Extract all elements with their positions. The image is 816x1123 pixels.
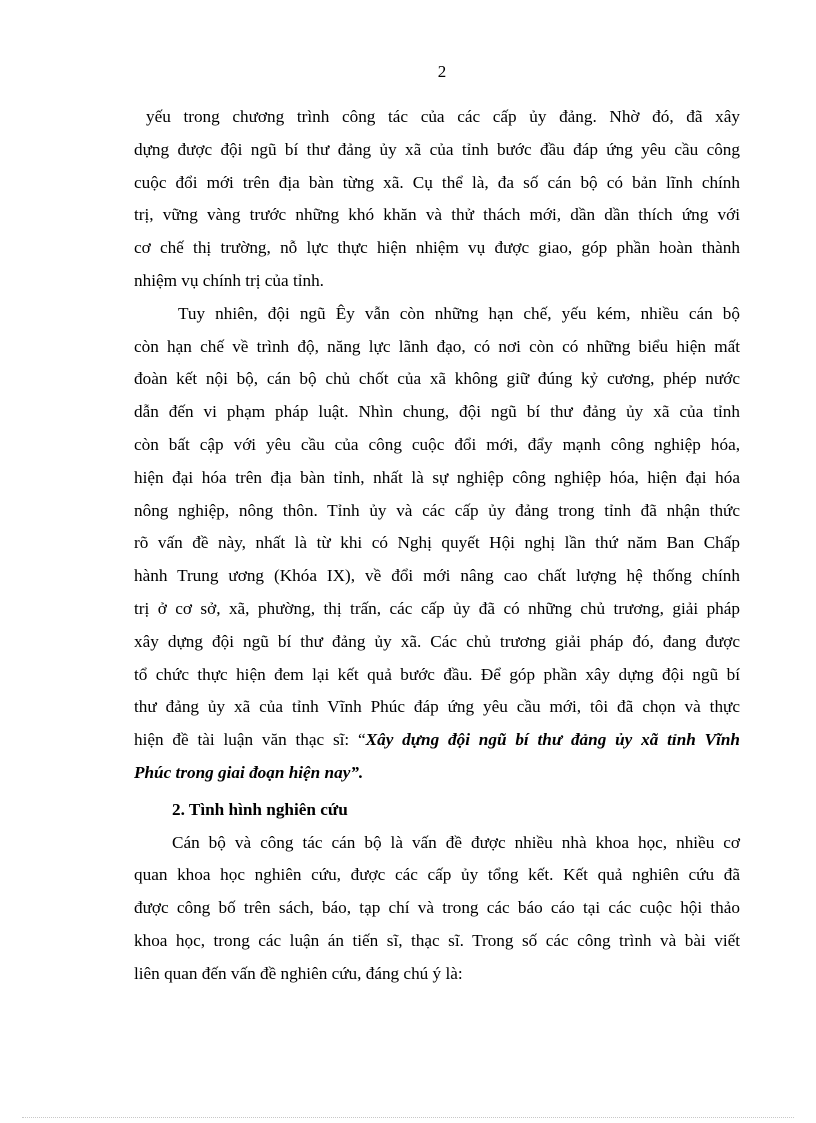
- paragraph-1: [134, 101, 740, 298]
- text-line: [134, 724, 740, 757]
- text-line: tổ chức thực hiện đem lại kết quả bước đầu. Để góp phần xây dựng đội ngũ bí: [134, 664, 740, 684]
- thesis-title-part-2: Phúc trong giai đoạn hiện nay”.: [134, 762, 364, 782]
- thesis-title-part-1: Xây dựng đội ngũ bí thư đảng ủy xã tỉnh Vĩnh: [365, 730, 740, 750]
- paragraph-2: [134, 298, 740, 790]
- text-line: Tuy nhiên, đội ngũ Êy vẫn còn những hạn chế, yếu kém, nhiều cán bộ: [178, 303, 740, 323]
- text-line: còn hạn chế về trình độ, năng lực lãnh đạo, có nơi còn có những biểu hiện mất: [134, 336, 740, 356]
- thesis-intro-text: hiện đề tài luận văn thạc sĩ: “: [134, 730, 366, 750]
- text-line: yếu trong chương trình công tác của các cấp ủy đảng. Nhờ đó, đã xây: [146, 107, 740, 126]
- text-line: xây dựng đội ngũ bí thư đảng ủy xã. Các chủ trương giải pháp đó, đang được: [134, 631, 740, 651]
- text-line: dẫn đến vi phạm pháp luật. Nhìn chung, đội ngũ bí thư đảng ủy xã của tỉnh: [134, 402, 740, 422]
- text-line: đoàn kết nội bộ, cán bộ chủ chốt của xã không giữ đúng kỷ cương, phép nước: [134, 369, 740, 389]
- text-line: cơ chế thị trường, nỗ lực thực hiện nhiệm vụ được giao, góp phần hoàn thành: [134, 238, 740, 258]
- text-line: cuộc đổi mới trên địa bàn từng xã. Cụ thể là, đa số cán bộ có bản lĩnh chính: [134, 172, 740, 192]
- text-line: thư đảng ủy xã của tỉnh Vĩnh Phúc đáp ứng yêu cầu mới, tôi đã chọn và thực: [134, 697, 740, 717]
- text-line: khoa học, trong các luận án tiến sĩ, thạc sĩ. Trong số các công trình và bài viết: [134, 930, 740, 950]
- text-line: rõ vấn đề này, nhất là từ khi có Nghị quyết Hội nghị lần thứ năm Ban Chấp: [134, 533, 740, 553]
- text-line: còn bất cập với yêu cầu của công cuộc đổi mới, đẩy mạnh công nghiệp hóa,: [134, 434, 740, 454]
- text-line: hiện đại hóa trên địa bàn tỉnh, nhất là sự nghiệp công nghiệp hóa, hiện đại hóa: [134, 467, 740, 487]
- paragraph-3: [134, 827, 740, 991]
- document-body: [134, 101, 740, 991]
- text-line: được công bố trên sách, báo, tạp chí và trong các báo cáo tại các cuộc hội thảo: [134, 898, 740, 918]
- text-line: trị ở cơ sở, xã, phường, thị trấn, các cấp ủy đã có những chủ trương, giải pháp: [134, 598, 740, 618]
- text-line: Cán bộ và công tác cán bộ là vấn đề được nhiều nhà khoa học, nhiều cơ: [172, 832, 740, 852]
- page-number: 2: [437, 62, 447, 81]
- text-line: hành Trung ương (Khóa IX), về đổi mới nâng cao chất lượng hệ thống chính: [134, 566, 740, 586]
- text-line: quan khoa học nghiên cứu, được các cấp ủy tổng kết. Kết quả nghiên cứu đã: [134, 865, 740, 885]
- text-line: liên quan đến vấn đề nghiên cứu, đáng chú ý là:: [134, 963, 463, 983]
- section-heading: 2. Tình hình nghiên cứu: [172, 799, 348, 819]
- text-line: nhiệm vụ chính trị của tỉnh.: [134, 270, 324, 290]
- text-line: dựng được đội ngũ bí thư đảng ủy xã của tỉnh bước đầu đáp ứng yêu cầu công: [134, 139, 740, 159]
- text-line: trị, vững vàng trước những khó khăn và thử thách mới, dần dần thích ứng với: [134, 205, 740, 225]
- text-line: nông nghiệp, nông thôn. Tỉnh ủy và các cấp ủy đảng trong tỉnh đã nhận thức: [134, 500, 740, 520]
- page-bottom-divider: [22, 1117, 794, 1118]
